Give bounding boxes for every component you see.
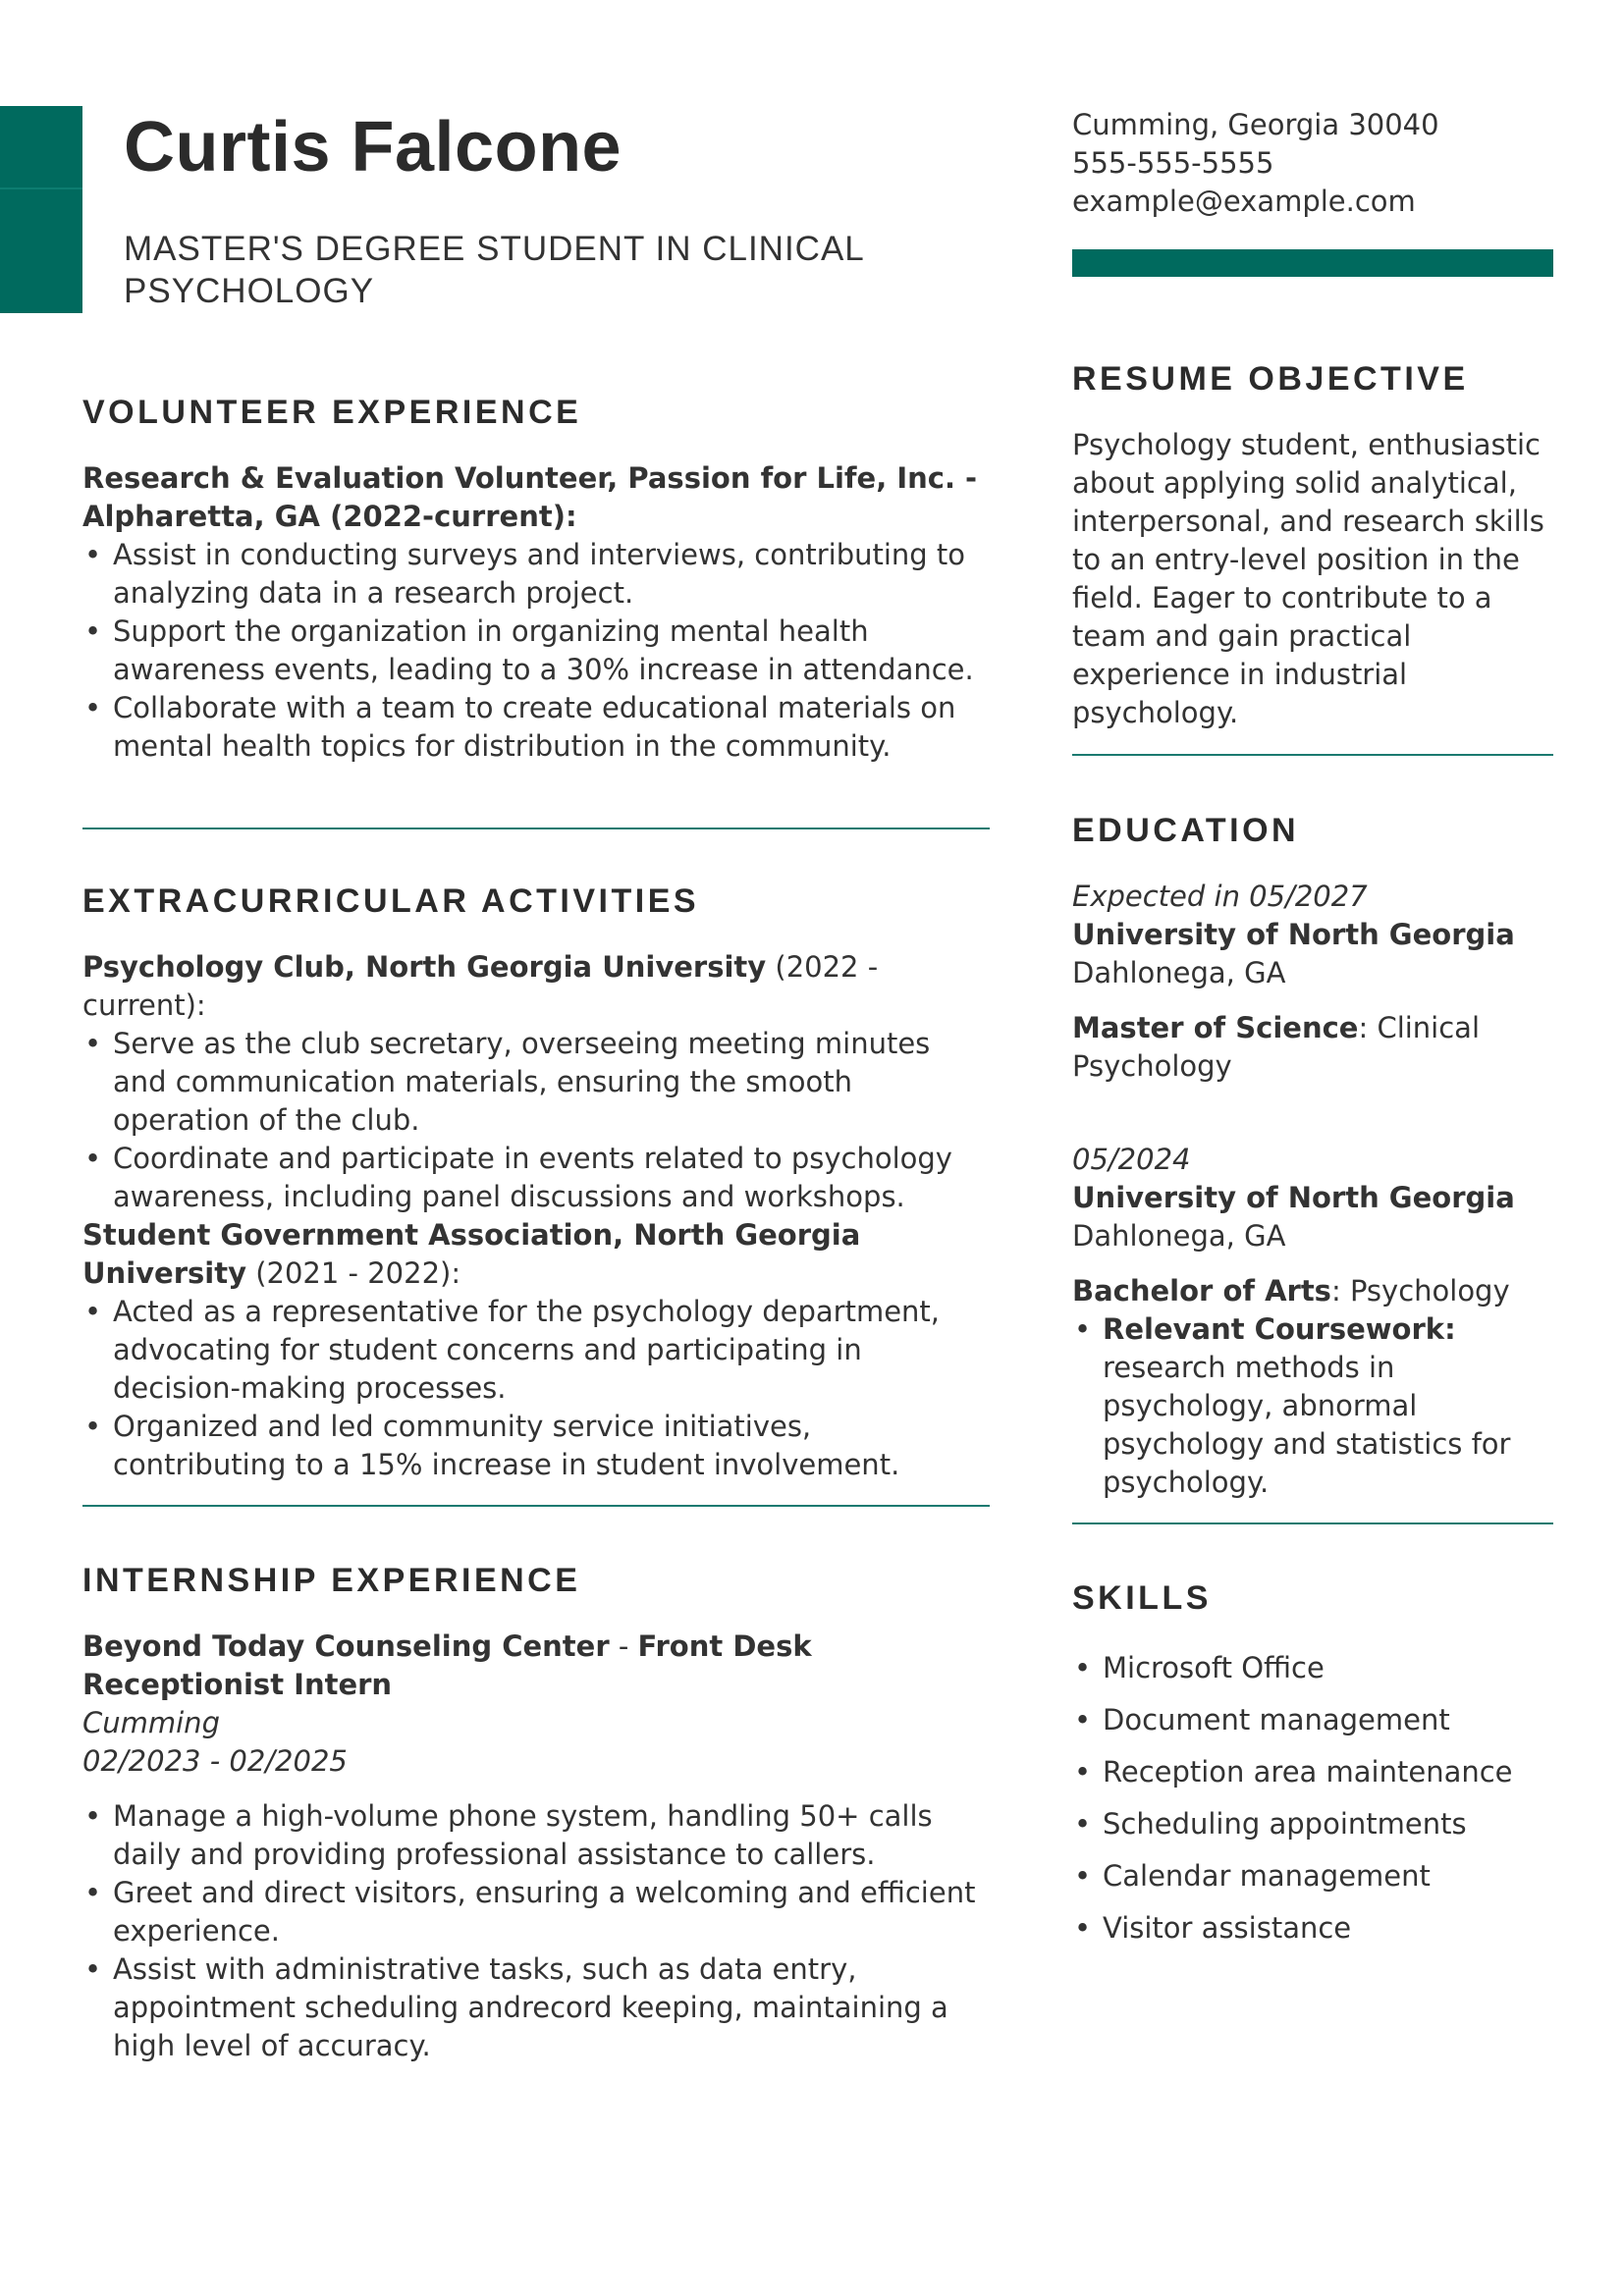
list-item: • Organized and led community service initiatives, contributing to a 15% increase in student involvement. [82,1408,990,1484]
education-date: Expected in 05/2027 [1072,880,1368,913]
list-item: • Assist with administrative tasks, such as data entry, appointment scheduling andrecord keeping, maintaining a high level of accuracy. [82,1950,990,2065]
internship-bullets [82,1797,990,2065]
contact-block [1072,106,1439,221]
extracurricular-section [82,881,990,1484]
org-name: Student Government Association, North Georgia University [82,1218,861,1290]
extracurricular-entry-2-title [82,1216,990,1293]
org-name: Psychology Club, North Georgia University [82,950,767,984]
degree-name: Bachelor of Arts [1072,1274,1331,1308]
list-item: • Greet and direct visitors, ensuring a welcoming and efficient experience. [82,1874,990,1950]
volunteer-bullets [82,536,990,766]
list-item: • Support the organization in organizing mental health awareness events, leading to a 30% increase in attendance. [82,613,990,689]
education-section [1072,811,1553,1502]
coursework-label: Relevant Coursework: [1103,1312,1456,1346]
section-divider [82,1505,990,1507]
skill-item: • Calendar management [1072,1857,1553,1896]
internship-title [82,1628,990,1704]
org-dates: (2021 - 2022): [245,1256,461,1290]
education-school: University of North Georgia [1072,1181,1515,1214]
education-heading: EDUCATION [1072,812,1300,849]
volunteer-heading: VOLUNTEER EXPERIENCE [82,394,582,431]
org-dates: (2022 - current): [82,950,879,1022]
extracurricular-entry-1-title [82,948,990,1025]
contact-phone: 555-555-5555 [1072,146,1274,180]
degree-field: : Psychology [1330,1274,1510,1308]
skill-item: • Visitor assistance [1072,1909,1553,1948]
extracurricular-entry-2-bullets [82,1293,990,1484]
contact-accent-bar [1072,249,1553,277]
degree-field: : Clinical Psychology [1072,1011,1481,1083]
skill-item: • Microsoft Office [1072,1649,1553,1687]
extracurricular-entry-1-bullets [82,1025,990,1216]
skill-item: • Reception area maintenance [1072,1753,1553,1791]
internship-heading: INTERNSHIP EXPERIENCE [82,1562,581,1599]
section-divider [1072,754,1553,756]
education-location: Dahlonega, GA [1072,1219,1286,1253]
list-item: • Acted as a representative for the psychology department, advocating for student concerns and participating in decision-making processes. [82,1293,990,1408]
internship-section [82,1561,990,2065]
section-divider [82,828,990,829]
objective-section [1072,359,1553,732]
volunteer-entry-title: Research & Evaluation Volunteer, Passion for Life, Inc. - Alpharetta, GA (2022-current): [82,461,978,533]
list-item: • Serve as the club secretary, overseeing meeting minutes and communication materials, ensuring the smooth operation of the club. [82,1025,990,1140]
education-degree [1072,1272,1553,1310]
extracurricular-heading: EXTRACURRICULAR ACTIVITIES [82,882,700,920]
title-separator: - [609,1629,638,1663]
internship-location: Cumming [82,1706,220,1739]
skill-item: • Document management [1072,1701,1553,1739]
header-accent-bar [0,106,82,313]
coursework-list [1072,1310,1553,1502]
coursework-item [1072,1310,1553,1502]
education-degree [1072,1009,1553,1086]
contact-email: example@example.com [1072,185,1416,218]
volunteer-section [82,393,990,766]
section-divider [1072,1522,1553,1524]
company-name: Beyond Today Counseling Center [82,1629,610,1663]
role-name: Front Desk Receptionist Intern [82,1629,812,1701]
education-location: Dahlonega, GA [1072,956,1286,989]
contact-address: Cumming, Georgia 30040 [1072,108,1439,141]
objective-heading: RESUME OBJECTIVE [1072,360,1469,398]
candidate-name: Curtis Falcone [124,108,622,187]
skills-section [1072,1578,1553,1961]
degree-name: Master of Science [1072,1011,1359,1044]
coursework-text: research methods in psychology, abnormal psychology and statistics for psychology. [1103,1351,1511,1499]
list-item: • Coordinate and participate in events related to psychology awareness, including panel discussions and workshops. [82,1140,990,1216]
education-entry-2 [1072,1141,1553,1502]
skills-list [1072,1649,1553,1948]
skills-heading: SKILLS [1072,1579,1212,1617]
candidate-title: MASTER'S DEGREE STUDENT IN CLINICAL PSYCHOLOGY [124,230,864,310]
education-entry-1 [1072,878,1553,1086]
internship-dates: 02/2023 - 02/2025 [82,1744,348,1778]
list-item: • Assist in conducting surveys and interviews, contributing to analyzing data in a research project. [82,536,990,613]
skill-item: • Scheduling appointments [1072,1805,1553,1843]
education-school: University of North Georgia [1072,918,1515,951]
objective-text: Psychology student, enthusiastic about applying solid analytical, interpersonal, and research skills to an entry-level position in the field. Eager to contribute to a team and gain practical experience in industrial psychology. [1072,428,1544,729]
education-date: 05/2024 [1072,1143,1191,1176]
list-item: • Collaborate with a team to create educational materials on mental health topics for distribution in the community. [82,689,990,766]
list-item: • Manage a high-volume phone system, handling 50+ calls daily and providing professional assistance to callers. [82,1797,990,1874]
